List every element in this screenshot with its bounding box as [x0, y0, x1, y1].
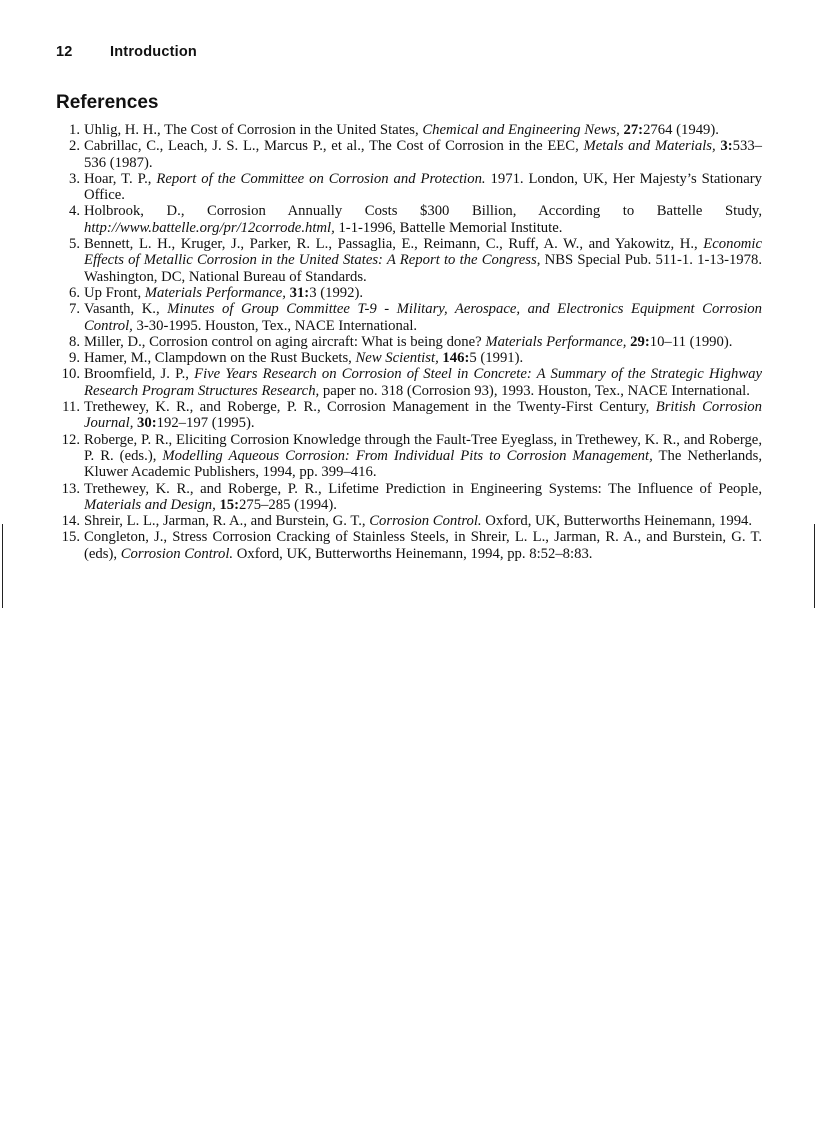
reference-volume: 29:	[630, 333, 650, 350]
reference-item	[56, 171, 762, 204]
reference-text-run: 3 (1992).	[309, 284, 364, 301]
reference-number: 12.	[61, 431, 80, 448]
reference-text-run: Oxford, UK, Butterworths Heinemann, 1994.	[481, 513, 753, 530]
reference-item	[56, 529, 762, 562]
reference-text-run: 10–11 (1990).	[649, 333, 733, 350]
reference-italic-title: http://www.battelle.org/pr/12corrode.html,	[84, 219, 335, 236]
reference-text-run: Miller, D., Corrosion control on aging aircraft: What is being done?	[84, 333, 486, 350]
reference-text	[84, 399, 762, 432]
reference-volume: 30:	[137, 415, 157, 432]
reference-text-run: Oxford, UK, Butterworths Heinemann, 1994, pp. 8:52–8:83.	[233, 545, 593, 562]
reference-text	[84, 203, 762, 236]
reference-item	[56, 399, 762, 432]
reference-number: 15.	[61, 529, 80, 546]
reference-text-run: Broomfield, J. P.,	[84, 366, 195, 383]
reference-text	[84, 122, 762, 138]
reference-italic-title: Economic Effects of Metallic Corrosion in the United States: A Report to the Congress,	[84, 236, 762, 269]
reference-italic-title: Materials Performance,	[144, 284, 286, 301]
reference-text-run: The Netherlands, Kluwer Academic Publishers, 1994, pp. 399–416.	[84, 447, 762, 481]
reference-italic-title: Metals and Materials,	[583, 138, 716, 155]
reference-volume: 146:	[442, 350, 470, 367]
reference-text	[84, 334, 762, 350]
running-title: Introduction	[110, 44, 197, 60]
reference-item	[56, 138, 762, 171]
running-head	[56, 44, 197, 60]
reference-italic-title: Five Years Research on Corrosion of Steel in Concrete: A Summary of the Strategic Highway Research Program Structures Research,	[84, 366, 762, 399]
reference-number: 3.	[68, 170, 80, 187]
reference-text	[84, 481, 762, 514]
reference-item	[56, 203, 762, 236]
reference-text	[84, 513, 762, 529]
reference-number: 1.	[68, 122, 80, 138]
reference-italic-title: New Scientist,	[355, 350, 439, 367]
left-edge-mark	[2, 524, 3, 608]
reference-text	[84, 529, 762, 562]
reference-number: 11.	[62, 399, 80, 416]
reference-italic-title: British Corrosion Journal,	[84, 399, 762, 432]
reference-italic-title: Materials Performance,	[485, 333, 627, 350]
reference-text-run: Congleton, J., Stress Corrosion Cracking of Stainless Steels, in Shreir, L. L., Jarman, R. A., and Burstein, G. T. (eds),	[84, 529, 762, 562]
reference-text-run: paper no. 318 (Corrosion 93), 1993. Houston, Tex., NACE International.	[319, 382, 750, 399]
reference-text-run: Trethewey, K. R., and Roberge, P. R., Lifetime Prediction in Engineering Systems: The Influence of People,	[84, 480, 762, 497]
reference-text-run: Hamer, M., Clampdown on the Rust Buckets,	[84, 350, 356, 367]
reference-item	[56, 350, 762, 366]
reference-text	[84, 285, 762, 301]
reference-number: 6.	[68, 284, 80, 301]
reference-text-run: Shreir, L. L., Jarman, R. A., and Burstein, G. T.,	[84, 513, 370, 530]
reference-text-run: Up Front,	[84, 284, 145, 301]
reference-text-run: Roberge, P. R., Eliciting Corrosion Knowledge through the Fault-Tree Eyeglass, in Trethewey, K. R., and Roberge, P. R. (eds.),	[84, 431, 762, 464]
reference-volume: 27:	[623, 122, 644, 138]
reference-number: 13.	[61, 480, 80, 497]
reference-text-run: 533–536 (1987).	[84, 138, 763, 171]
reference-italic-title: Chemical and Engineering News,	[422, 122, 620, 138]
reference-text	[84, 301, 762, 334]
reference-item	[56, 366, 762, 399]
reference-number: 14.	[61, 513, 80, 530]
reference-text	[84, 171, 762, 204]
reference-number: 4.	[68, 203, 80, 220]
reference-text-run: 1971. London, UK, Her Majesty’s Stationary Office.	[84, 170, 762, 204]
reference-text-run: Vasanth, K.,	[84, 301, 168, 318]
reference-text-run: 2764 (1949).	[643, 122, 719, 138]
reference-list	[56, 122, 762, 562]
reference-text	[84, 432, 762, 481]
reference-text	[84, 366, 762, 399]
reference-item	[56, 432, 762, 481]
reference-italic-title: Minutes of Group Committee T-9 - Military, Aerospace, and Electronics Equipment Corrosion Control,	[84, 301, 762, 334]
reference-text-run: 1-1-1996, Battelle Memorial Institute.	[334, 219, 563, 236]
reference-text	[84, 350, 762, 366]
right-edge-mark	[814, 524, 815, 608]
reference-italic-title: Corrosion Control.	[120, 545, 234, 562]
reference-italic-title: Report of the Committee on Corrosion and Protection.	[156, 170, 486, 187]
reference-item	[56, 122, 762, 138]
reference-number: 2.	[68, 138, 80, 155]
reference-number: 9.	[68, 350, 80, 367]
reference-text-run: Uhlig, H. H., The Cost of Corrosion in the United States,	[84, 122, 423, 138]
reference-text	[84, 236, 762, 285]
reference-number: 10.	[61, 366, 80, 383]
reference-item	[56, 334, 762, 350]
reference-volume: 31:	[289, 284, 310, 301]
reference-text-run: Trethewey, K. R., and Roberge, P. R., Corrosion Management in the Twenty-First Century,	[84, 399, 656, 416]
reference-item	[56, 481, 762, 514]
reference-text-run: Hoar, T. P.,	[84, 170, 157, 187]
reference-text	[84, 138, 762, 171]
reference-text-run: Holbrook, D., Corrosion Annually Costs $300 Billion, According to Battelle Study,	[84, 203, 762, 220]
reference-italic-title: Corrosion Control.	[369, 513, 482, 530]
reference-item	[56, 301, 762, 334]
reference-text-run: Cabrillac, C., Leach, J. S. L., Marcus P., et al., The Cost of Corrosion in the EEC,	[84, 138, 584, 155]
reference-text-run: 5 (1991).	[469, 350, 524, 367]
reference-volume: 3:	[720, 138, 733, 155]
reference-number: 5.	[68, 236, 80, 253]
section-title: References	[56, 92, 159, 113]
reference-text-run: 3-30-1995. Houston, Tex., NACE International.	[132, 317, 418, 334]
reference-number: 8.	[68, 333, 80, 350]
reference-number: 7.	[68, 301, 80, 318]
reference-text-run: 192–197 (1995).	[156, 415, 255, 432]
reference-italic-title: Materials and Design,	[84, 496, 216, 513]
reference-item	[56, 285, 762, 301]
reference-volume: 15:	[219, 496, 240, 513]
reference-italic-title: Modelling Aqueous Corrosion: From Individual Pits to Corrosion Management,	[162, 447, 653, 464]
reference-text-run: 275–285 (1994).	[239, 496, 337, 513]
reference-text-run: Bennett, L. H., Kruger, J., Parker, R. L., Passaglia, E., Reimann, C., Ruff, A. W., and Yakowitz, H.,	[84, 236, 704, 253]
reference-text-run: NBS Special Pub. 511-1. 1-13-1978. Washington, DC, National Bureau of Standards.	[84, 252, 763, 285]
reference-item	[56, 236, 762, 285]
page-number: 12	[56, 44, 73, 60]
reference-item	[56, 513, 762, 529]
